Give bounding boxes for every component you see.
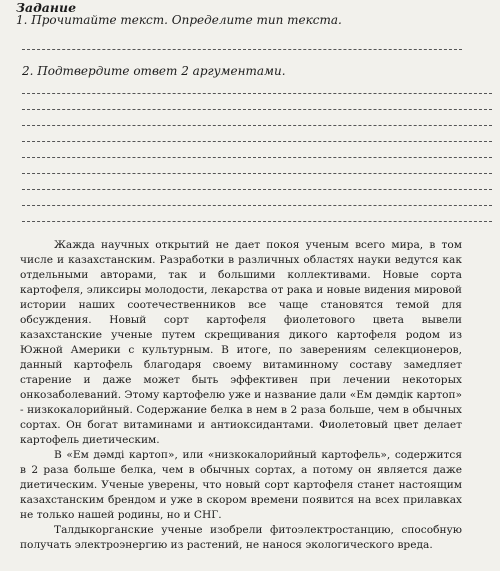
question-1: 1. Прочитайте текст. Определите тип текста. xyxy=(16,13,342,27)
answer-line xyxy=(22,49,462,50)
answer-line xyxy=(22,109,492,110)
task-title: Задание xyxy=(16,0,77,15)
answer-line xyxy=(22,141,492,142)
question-2: 2. Подтвердите ответ 2 аргументами. xyxy=(22,64,286,78)
answer-line xyxy=(22,221,492,222)
answer-line xyxy=(22,93,492,94)
paragraph: В «Ем дәмді картоп», или «низкокалорийный картофель», содержится в 2 раза больше белка, чем в обычных сортах, а потому он является даже диетическим. Ученые уверены, что новый сорт картофеля станет настоящим казахстанским брендом и уже в скором времени появится на всех прилавках не только нашей родины, но и СНГ. xyxy=(20,449,462,521)
paragraph: Талдыкорганские ученые изобрели фитоэлектростанцию, способную получать электроэнергию из растений, не нанося экологического вреда. xyxy=(20,524,462,551)
paragraph: Жажда научных открытий не дает покоя ученым всего мира, в том числе и казахстанским. Разработки в различных областях науки ведутся как отдельными авторами, так и большими коллективами. Новые сорта картофеля, эликсиры молодости, лекарства от рака и новые видения мировой истории наших соотечественников все чаще становятся темой для обсуждения. Новый сорт картофеля фиолетового цвета вывели казахстанские ученые путем скрещивания дикого картофеля родом из Южной Америки с культурным. В итоге, по заверениям селекционеров, данный картофель благодаря своему витаминному составу замедляет старение и даже может быть эффективен при лечении некоторых онкозаболеваний. Этому картофелю уже и название дали «Ем дәмдік картоп» - низкокалорийный. Содержание белка в нем в 2 раза больше, чем в обычных сортах. Он богат витаминами и антиоксидантами. Фиолетовый цвет делает картофель диетическим. xyxy=(20,239,462,446)
answer-line xyxy=(22,157,492,158)
answer-line xyxy=(22,125,492,126)
answer-line xyxy=(22,173,492,174)
answer-line xyxy=(22,189,492,190)
reading-text xyxy=(20,238,462,553)
answer-line xyxy=(22,205,492,206)
